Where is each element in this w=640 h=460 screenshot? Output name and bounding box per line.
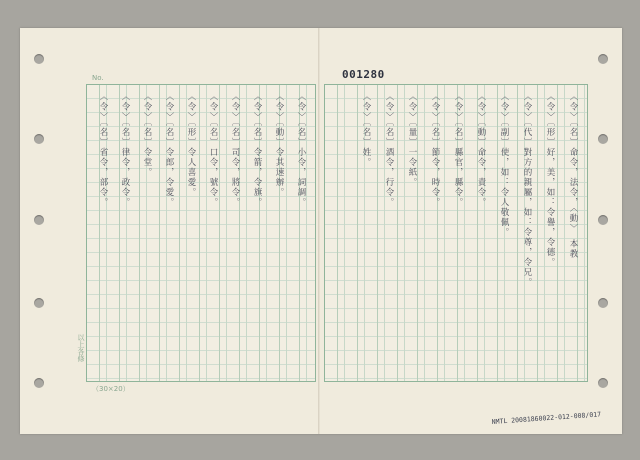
- binder-hole-left-1: [34, 54, 44, 64]
- manuscript-column: 〈令〉〔名〕口令，號令。: [208, 92, 218, 208]
- left-margin-note: 以上各條: [77, 334, 85, 362]
- manuscript-column: 〈令〉〔形〕好，美，如：令譽，令德。: [545, 92, 555, 268]
- left-footer-note: （30×20）: [92, 385, 130, 393]
- archive-id-label: NMTL 20081860022-012-008/017: [491, 410, 602, 426]
- manuscript-column: 〈令〉〔量〕一令紙。: [407, 92, 417, 188]
- manuscript-column: 〈令〉〔名〕律令，政令。: [120, 92, 130, 208]
- binder-hole-right-3: [598, 215, 608, 225]
- manuscript-column: 〈令〉〔名〕令箭，令旗。: [252, 92, 262, 208]
- manuscript-column: 〈令〉〔名〕司令，將令。: [230, 92, 240, 208]
- manuscript-column: 〈令〉〔副〕使，如：令人敬佩。: [499, 92, 509, 238]
- binder-hole-left-5: [34, 378, 44, 388]
- manuscript-column: 〈令〉〔代〕對方的親屬，如：令尊，令兄。: [522, 92, 532, 288]
- manuscript-column: 〈令〉〔名〕命令，法令，〈動〉 本教: [568, 92, 578, 260]
- manuscript-column: 〈令〉〔名〕令郎，令愛。: [164, 92, 174, 208]
- manuscript-column: 〈令〉〔動〕令其速辦。: [274, 92, 284, 198]
- manuscript-column: 〈令〉〔動〕命令，責令。: [476, 92, 486, 208]
- manuscript-column: 〈令〉〔形〕令人喜愛。: [186, 92, 196, 198]
- manuscript-column: 〈令〉〔名〕酒令，行令。: [384, 92, 394, 208]
- binder-hole-right-2: [598, 134, 608, 144]
- manuscript-column: 〈令〉〔名〕節令，時令。: [430, 92, 440, 208]
- center-fold: [318, 28, 320, 434]
- manuscript-column: 〈令〉〔名〕縣官，縣令。: [453, 92, 463, 208]
- sheet-header-mark: No.: [92, 74, 104, 82]
- binder-hole-right-5: [598, 378, 608, 388]
- manuscript-column: 〈令〉〔名〕省令，部令。: [98, 92, 108, 208]
- binder-hole-left-2: [34, 134, 44, 144]
- manuscript-column: 〈令〉〔名〕姓。: [361, 92, 371, 168]
- document-number-stamp: 001280: [342, 68, 385, 81]
- binder-hole-right-1: [598, 54, 608, 64]
- manuscript-column: 〈令〉〔名〕小令，詞調。: [296, 92, 306, 208]
- manuscript-column: 〈令〉〔名〕令堂。: [142, 92, 152, 178]
- binder-hole-left-3: [34, 215, 44, 225]
- binder-hole-right-4: [598, 298, 608, 308]
- binder-hole-left-4: [34, 298, 44, 308]
